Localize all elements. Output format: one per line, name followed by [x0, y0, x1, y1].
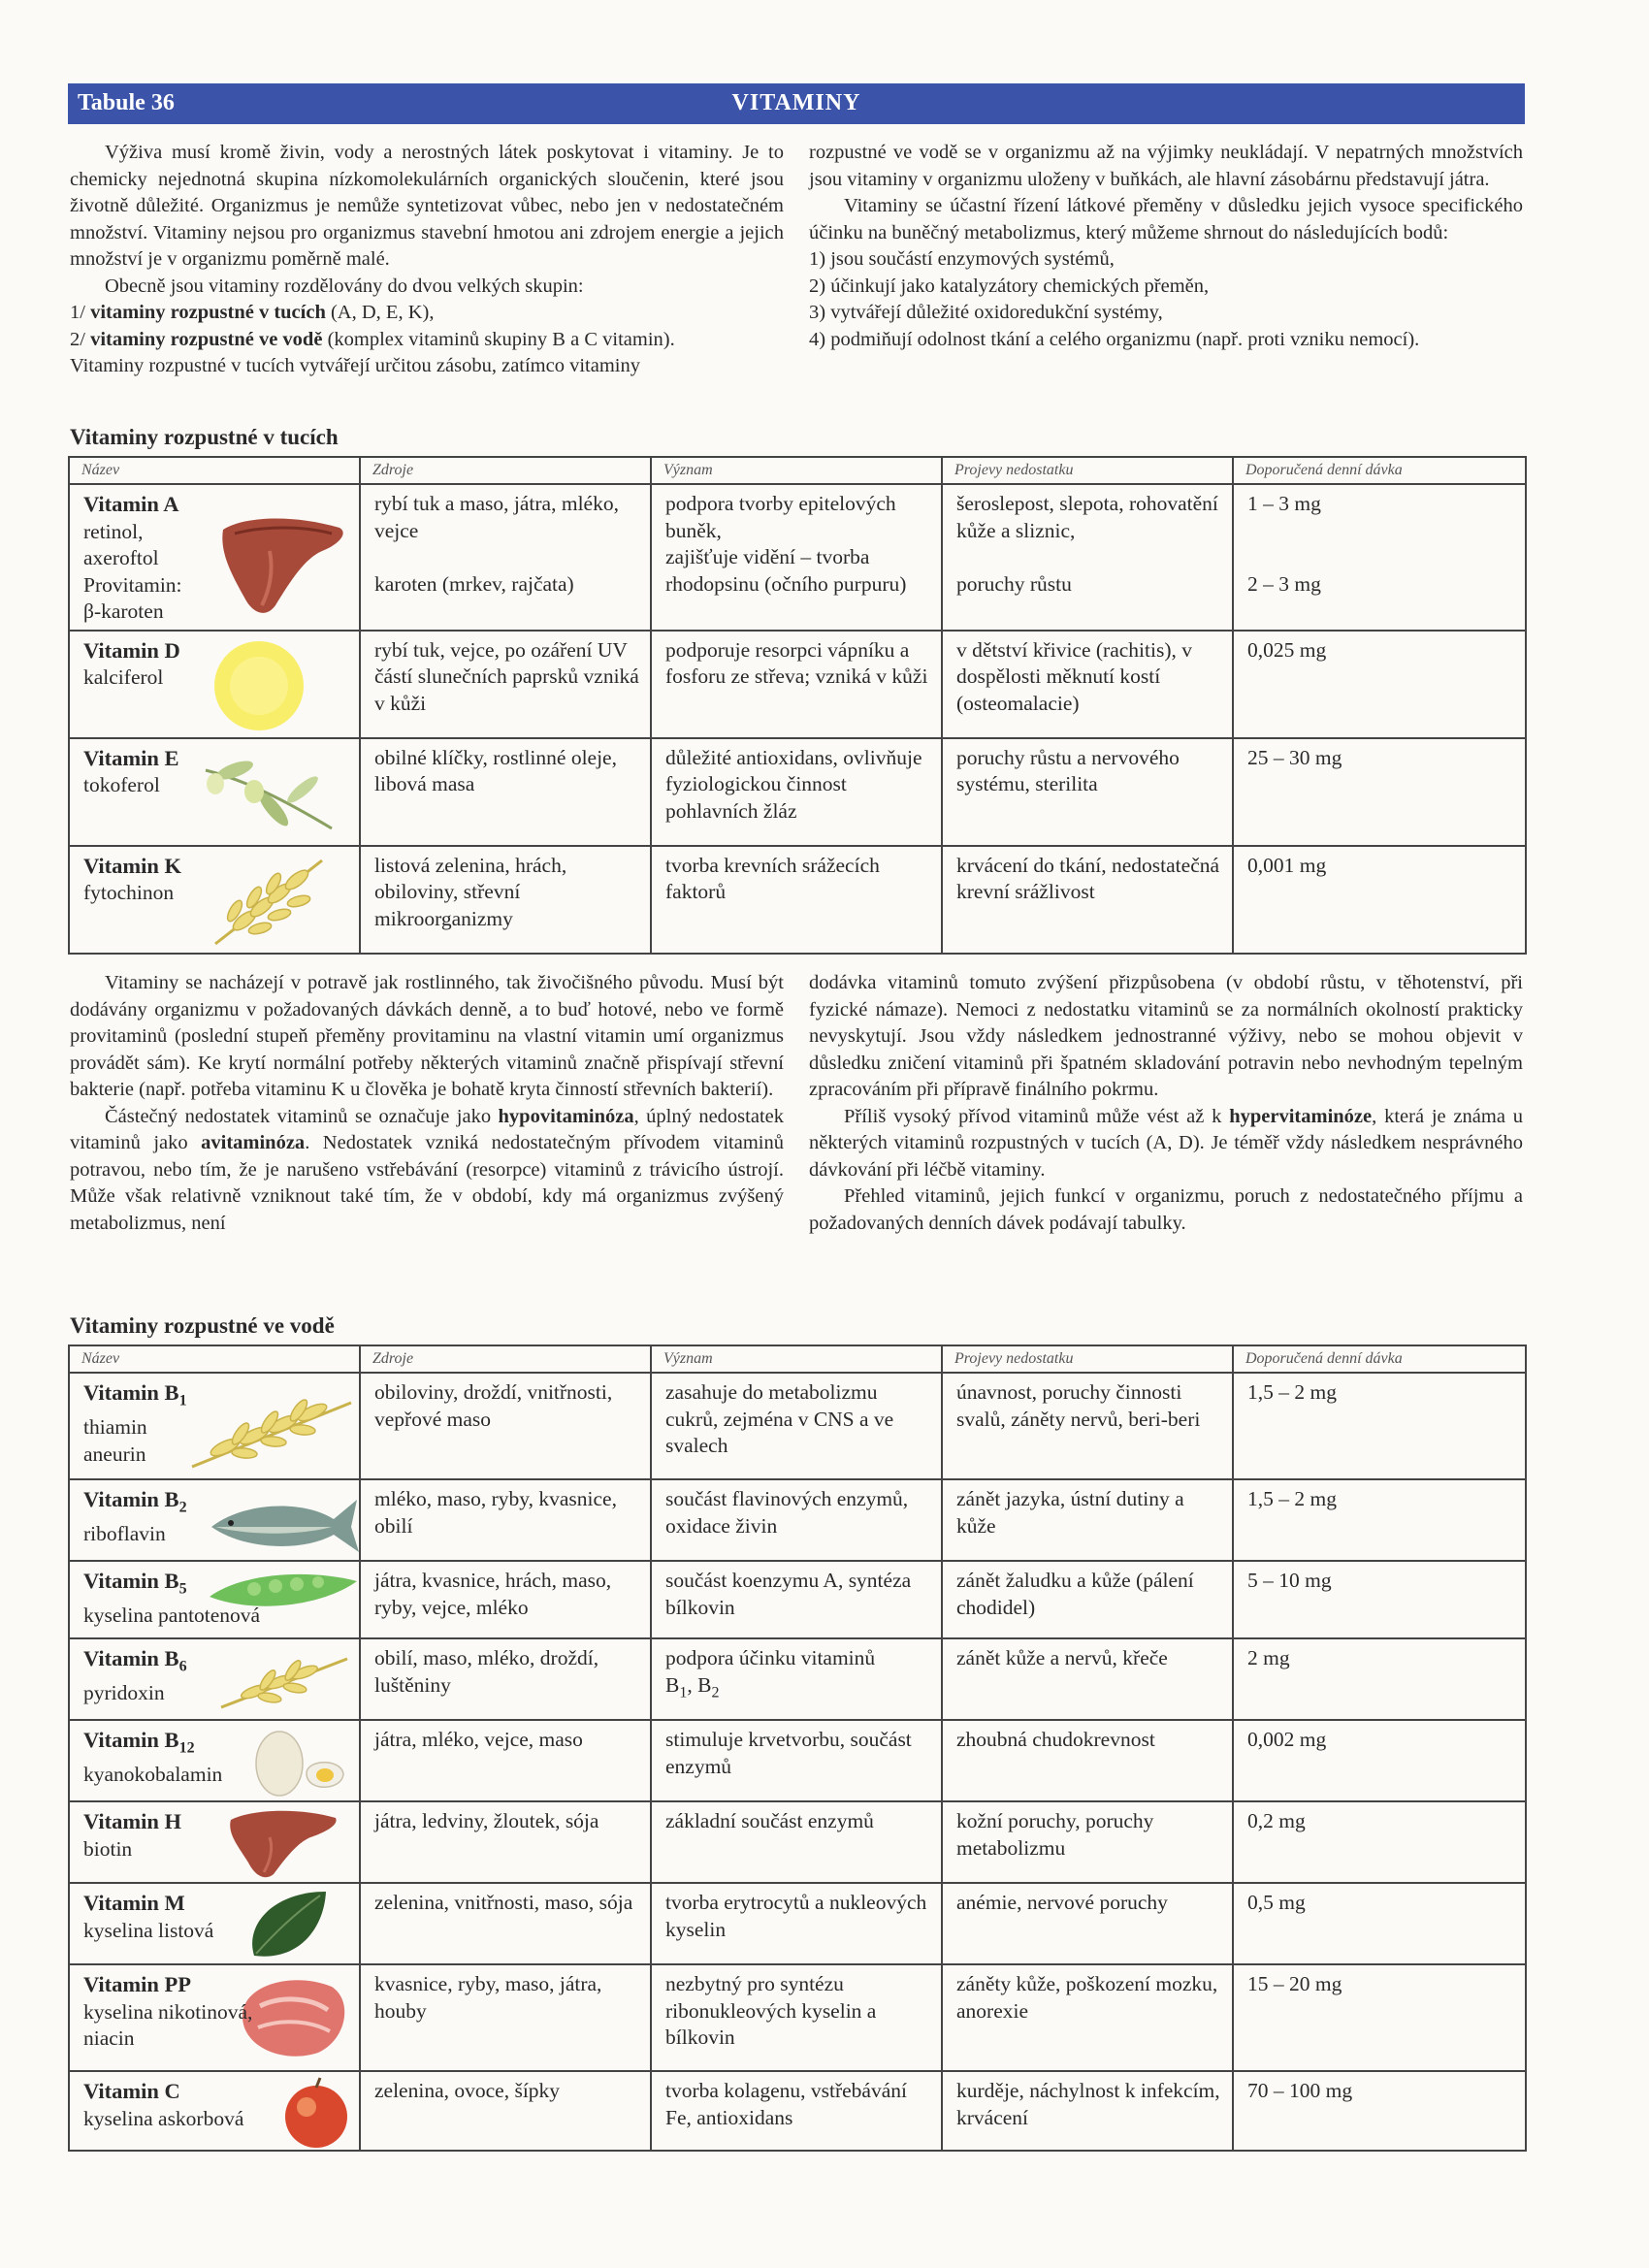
vitamin-name: Vitamin E [83, 745, 179, 770]
vitamin-name-cell [69, 1561, 360, 1638]
vitamin-name: Vitamin $B_6$ [83, 1646, 187, 1675]
vitamin-alt-name: thiamin [83, 1415, 147, 1439]
role-cell: stimuluje krvetvorbu, součást enzymů [651, 1720, 942, 1801]
table-row [69, 846, 1526, 954]
body-paragraph: dodávka vitaminů tomuto zvýšení přizpůsobena (v období růstu, v těhotenství, při fyzické námaze). Nemoci z nedostatku vitaminů se za normálních okolností prakticky nevyskytují. Jsou vždy následkem jednostranné výživy, nebo se mohou objevit v důsledku zničení vitaminů při špatném skladování potravin nebo nevhodným tepelným zpracováním při přípravě finálního pokrmu. [809, 972, 1523, 1100]
apple-icon [279, 2076, 353, 2150]
table-row [69, 631, 1526, 738]
role-cell: tvorba kolagenu, vstřebávání Fe, antioxidans [651, 2071, 942, 2151]
vitamin-name-cell [69, 1883, 360, 1964]
vitamin-name: Vitamin PP [83, 1972, 192, 1996]
role-cell: důležité antioxidans, ovlivňuje fyziologickou činnost pohlavních žláz [651, 738, 942, 846]
body-paragraph: Příliš vysoký přívod vitaminů může vést až k hypervitaminóze, která je známa u některých vitaminů rozpustných v tucích (A, D). Je téměř vždy následkem nesprávného dávkování při léčbě vitaminy. [809, 1105, 1523, 1181]
deficiency-cell: zhoubná chudokrevnost [942, 1720, 1233, 1801]
water-vitamins-table [68, 1345, 1527, 2152]
vitamin-name-cell [69, 1720, 360, 1801]
dose-cell: 1 – 3 mg 2 – 3 mg [1233, 484, 1526, 631]
vitamin-name-cell [69, 1801, 360, 1883]
vitamin-name-cell [69, 484, 360, 631]
dose-cell: 0,2 mg [1233, 1801, 1526, 1883]
water-section-title: Vitaminy rozpustné ve vodě [70, 1313, 335, 1338]
vitamin-name: Vitamin A [83, 492, 179, 516]
table-row [69, 738, 1526, 846]
role-cell: součást koenzymu A, syntéza bílkovin [651, 1561, 942, 1638]
role-cell: součást flavinových enzymů, oxidace živin [651, 1479, 942, 1561]
sources-cell: listová zelenina, hrách, obiloviny, střevní mikroorganizmy [360, 846, 651, 954]
role-cell: nezbytný pro syntézu ribonukleových kyselin a bílkovin [651, 1964, 942, 2071]
role-cell: podporuje resorpci vápníku a fosforu ze střeva; vzniká v kůži [651, 631, 942, 738]
col-header-name: Název [69, 1345, 360, 1373]
vitamin-name-cell [69, 1964, 360, 2071]
deficiency-cell: únavnost, poruchy činnosti svalů, záněty nervů, beri-beri [942, 1373, 1233, 1479]
dose-cell: 2 mg [1233, 1638, 1526, 1720]
intro-paragraph: Vitaminy se účastní řízení látkové přeměny v důsledku jejich vysoce specifického účinku na buněčný metabolizmus, který můžeme shrnout do následujících bodů: [809, 195, 1523, 243]
vitamin-name: Vitamin $B_{12}$ [83, 1728, 195, 1757]
table-row [69, 1801, 1526, 1883]
vitamin-name: Vitamin K [83, 853, 182, 878]
vitamin-alt-name: kyselina nikotinová, [83, 1999, 253, 2024]
vitamin-name-cell [69, 1373, 360, 1479]
vitamin-name-cell [69, 2071, 360, 2151]
col-header-dose: Doporučená denní dávka [1233, 457, 1526, 484]
dose-cell: 0,001 mg [1233, 846, 1526, 954]
col-header-deficiency: Projevy nedostatku [942, 1345, 1233, 1373]
liver-icon [225, 1806, 341, 1880]
vitamin-name: Vitamin D [83, 637, 180, 663]
vitamin-name-cell [69, 1479, 360, 1561]
col-header-role: Význam [651, 1345, 942, 1373]
table-row [69, 2071, 1526, 2151]
vitamin-name: Vitamin $B_2$ [83, 1487, 187, 1516]
table-header-row [69, 1345, 1526, 1373]
vitamin-alt-name: pyridoxin [83, 1681, 165, 1704]
dose-cell: 0,002 mg [1233, 1720, 1526, 1801]
role-cell: zasahuje do metabolizmu cukrů, zejména v CNS a ve svalech [651, 1373, 942, 1479]
dose-cell: 15 – 20 mg [1233, 1964, 1526, 2071]
deficiency-cell: poruchy růstu a nervového systému, sterilita [942, 738, 1233, 846]
intro-left-column [70, 140, 784, 380]
dose-cell: 1,5 – 2 mg [1233, 1373, 1526, 1479]
sources-cell: zelenina, vnitřnosti, maso, sója [360, 1883, 651, 1964]
dose-cell: 70 – 100 mg [1233, 2071, 1526, 2151]
deficiency-cell: zánět kůže a nervů, křeče [942, 1638, 1233, 1720]
vitamin-alt-name: axeroftol [83, 546, 159, 569]
role-cell: tvorba krevních srážecích faktorů [651, 846, 942, 954]
sources-cell: obilí, maso, mléko, droždí, luštěniny [360, 1638, 651, 1720]
role-cell: podpora tvorby epitelových buněk, zajišťuje vidění – tvorba rhodopsinu (očního purpuru) [651, 484, 942, 631]
wheat-icon [206, 851, 351, 952]
body-paragraph: Vitaminy se nacházejí v potravě jak rostlinného, tak živočišného původu. Musí být dodávány organizmu v požadovaných dávkách denně, a to buď hotové, nebo ve formě provitaminů (poslední stupeň přeměny provitaminu na vlastní vitamin umí organizmus provádět sám). Ke krytí normální potřeby některých vitaminů značně přispívají střevní bakterie (např. potřeba vitaminu K u člověka je bohatě kryta činností střevních bakterií). [70, 972, 784, 1100]
intro-paragraph: Výživa musí kromě živin, vody a nerostných látek poskytovat i vitaminy. Je to chemicky nejednotná skupina nízkomolekulárních organických sloučenin, které jsou životně důležité. Organizmus je nemůže syntetizovat vůbec, nebo jen v nedostatečném množství. Vitaminy nejsou pro organizmus stavební hmotou ani zdrojem energie a jejich množství je v organizmu poměrně malé. [70, 142, 784, 270]
vitamin-name: Vitamin H [83, 1809, 182, 1833]
dose-cell: 25 – 30 mg [1233, 738, 1526, 846]
fat-vitamins-table [68, 456, 1527, 955]
leaf-icon [244, 1886, 332, 1963]
vitamin-alt-name: biotin [83, 1836, 133, 1861]
role-cell: základní součást enzymů [651, 1801, 942, 1883]
intro-paragraph: rozpustné ve vodě se v organizmu až na výjimky neukládají. V nepatrných množstvích jsou vitaminy v organizmu uloženy v buňkách, ale hlavní zásobárnu představují játra. [809, 142, 1523, 190]
vitamin-name: Vitamin $B_1$ [83, 1380, 187, 1409]
egg-icon [246, 1725, 353, 1798]
group-2: 2/ vitaminy rozpustné ve vodě (komplex vitaminů skupiny B a C vitamin). [70, 328, 675, 350]
deficiency-cell: kurděje, náchylnost k infekcím, krvácení [942, 2071, 1233, 2151]
dose-cell: 5 – 10 mg [1233, 1561, 1526, 1638]
table-header-row [69, 457, 1526, 484]
vitamin-alt-name: β-karoten [83, 599, 164, 623]
point-item: 4) podmiňují odolnost tkání a celého organizmu (např. proti vzniku nemocí). [809, 328, 1420, 350]
point-item: 2) účinkují jako katalyzátory chemických přeměn, [809, 275, 1210, 297]
table-row [69, 1883, 1526, 1964]
plate-header [68, 83, 1525, 124]
deficiency-cell: zánět jazyka, ústní dutiny a kůže [942, 1479, 1233, 1561]
meat-icon [235, 1971, 351, 2060]
deficiency-cell: v dětství křivice (rachitis), v dospělosti měknutí kostí (osteomalacie) [942, 631, 1233, 738]
table-row [69, 1561, 1526, 1638]
deficiency-cell: krvácení do tkání, nedostatečná krevní srážlivost [942, 846, 1233, 954]
table-row [69, 1373, 1526, 1479]
liver-icon [215, 512, 351, 621]
page-title: VITAMINY [731, 90, 861, 115]
col-header-role: Význam [651, 457, 942, 484]
vitamin-name: Vitamin $B_5$ [83, 1569, 187, 1598]
vitamin-alt-name: kyselina askorbová [83, 2106, 244, 2130]
table-row [69, 1479, 1526, 1561]
olive-icon [196, 741, 341, 842]
dose-cell: 0,5 mg [1233, 1883, 1526, 1964]
intro-paragraph: Obecně jsou vitaminy rozdělovány do dvou velkých skupin: [105, 275, 584, 297]
middle-right-column [809, 970, 1523, 1237]
sources-cell: játra, mléko, vejce, maso [360, 1720, 651, 1801]
fish-icon [206, 1482, 361, 1558]
vitamin-name: Vitamin M [83, 1891, 185, 1915]
body-paragraph: Přehled vitaminů, jejich funkcí v organizmu, poruch z nedostatečného příjmu a požadovaných denních dávek podávají tabulky. [809, 1185, 1523, 1234]
sources-cell: obiloviny, droždí, vnitřnosti, vepřové maso [360, 1373, 651, 1479]
point-item: 1) jsou součástí enzymových systémů, [809, 248, 1115, 270]
vitamin-alt-name: kyanokobalamin [83, 1763, 223, 1786]
point-item: 3) vytvářejí důležité oxidoredukční systémy, [809, 302, 1163, 323]
col-header-sources: Zdroje [360, 457, 651, 484]
vitamin-alt-name: kalciferol [83, 665, 164, 689]
col-header-deficiency: Projevy nedostatku [942, 457, 1233, 484]
sources-cell: játra, kvasnice, hrách, maso, ryby, vejce, mléko [360, 1561, 651, 1638]
dose-cell: 0,025 mg [1233, 631, 1526, 738]
deficiency-cell: kožní poruchy, poruchy metabolizmu [942, 1801, 1233, 1883]
vitamin-alt-name: niacin [83, 2026, 135, 2050]
body-paragraph: Částečný nedostatek vitaminů se označuje jako hypovitaminóza, úplný nedostatek vitaminů jako avitaminóza. Nedostatek vzniká nedostatečným přívodem vitaminů potravou, nebo tím, že je narušeno vstřebávání (resorpce) vitaminů z trávicího ústrojí. Může však relativně vzniknout také tím, že v období, kdy má organizmus zvýšený metabolizmus, není [70, 1105, 784, 1234]
deficiency-cell: šeroslepost, slepota, rohovatění kůže a sliznic, poruchy růstu [942, 484, 1233, 631]
vitamin-name: Vitamin C [83, 2079, 180, 2103]
group-1: 1/ vitaminy rozpustné v tucích (A, D, E, K), [70, 302, 435, 323]
sources-cell: mléko, maso, ryby, kvasnice, obilí [360, 1479, 651, 1561]
intro-paragraph-end: Vitaminy rozpustné v tucích vytvářejí určitou zásobu, zatímco vitaminy [70, 355, 640, 376]
deficiency-cell: zánět žaludku a kůže (pálení chodidel) [942, 1561, 1233, 1638]
col-header-sources: Zdroje [360, 1345, 651, 1373]
col-header-name: Název [69, 457, 360, 484]
vitamin-alt-name: tokoferol [83, 773, 160, 796]
middle-left-column [70, 970, 784, 1237]
table-row [69, 484, 1526, 631]
vitamin-alt-name: fytochinon [83, 881, 175, 904]
col-header-dose: Doporučená denní dávka [1233, 1345, 1526, 1373]
vitamin-alt-name: aneurin [83, 1442, 146, 1466]
table-row [69, 1638, 1526, 1720]
vitamin-name-cell [69, 846, 360, 954]
deficiency-cell: záněty kůže, poškození mozku, anorexie [942, 1964, 1233, 2071]
intro-right-column [809, 140, 1523, 353]
wheat-icon [186, 1383, 356, 1476]
sources-cell: kvasnice, ryby, maso, játra, houby [360, 1964, 651, 2071]
sources-cell: obilné klíčky, rostlinné oleje, libová masa [360, 738, 651, 846]
sources-cell: rybí tuk, vejce, po ozáření UV částí slunečních paprsků vzniká v kůži [360, 631, 651, 738]
table-row [69, 1964, 1526, 2071]
fat-section-title: Vitaminy rozpustné v tucích [70, 425, 339, 449]
dose-cell: 1,5 – 2 mg [1233, 1479, 1526, 1561]
vitamin-alt-name: kyselina pantotenová [83, 1604, 261, 1627]
vitamin-name-cell [69, 1638, 360, 1720]
vitamin-alt-name: kyselina listová [83, 1918, 214, 1942]
role-cell: podpora účinku vitaminů $B_1$, $B_2$ [651, 1638, 942, 1720]
deficiency-cell: anémie, nervové poruchy [942, 1883, 1233, 1964]
sources-cell: zelenina, ovoce, šípky [360, 2071, 651, 2151]
vitamin-name-cell [69, 631, 360, 738]
vitamin-name-cell [69, 738, 360, 846]
role-cell: tvorba erytrocytů a nukleových kyselin [651, 1883, 942, 1964]
sources-cell: játra, ledviny, žloutek, sója [360, 1801, 651, 1883]
table-row [69, 1720, 1526, 1801]
wheat-icon [215, 1643, 351, 1717]
vitamin-alt-name: retinol, [83, 519, 144, 543]
sun-icon [206, 637, 312, 734]
plate-number: Tabule 36 [78, 90, 175, 115]
vitamin-alt-name: Provitamin: [83, 572, 182, 597]
vitamin-alt-name: riboflavin [83, 1522, 166, 1545]
sources-cell: rybí tuk a maso, játra, mléko, vejce karoten (mrkev, rajčata) [360, 484, 651, 631]
